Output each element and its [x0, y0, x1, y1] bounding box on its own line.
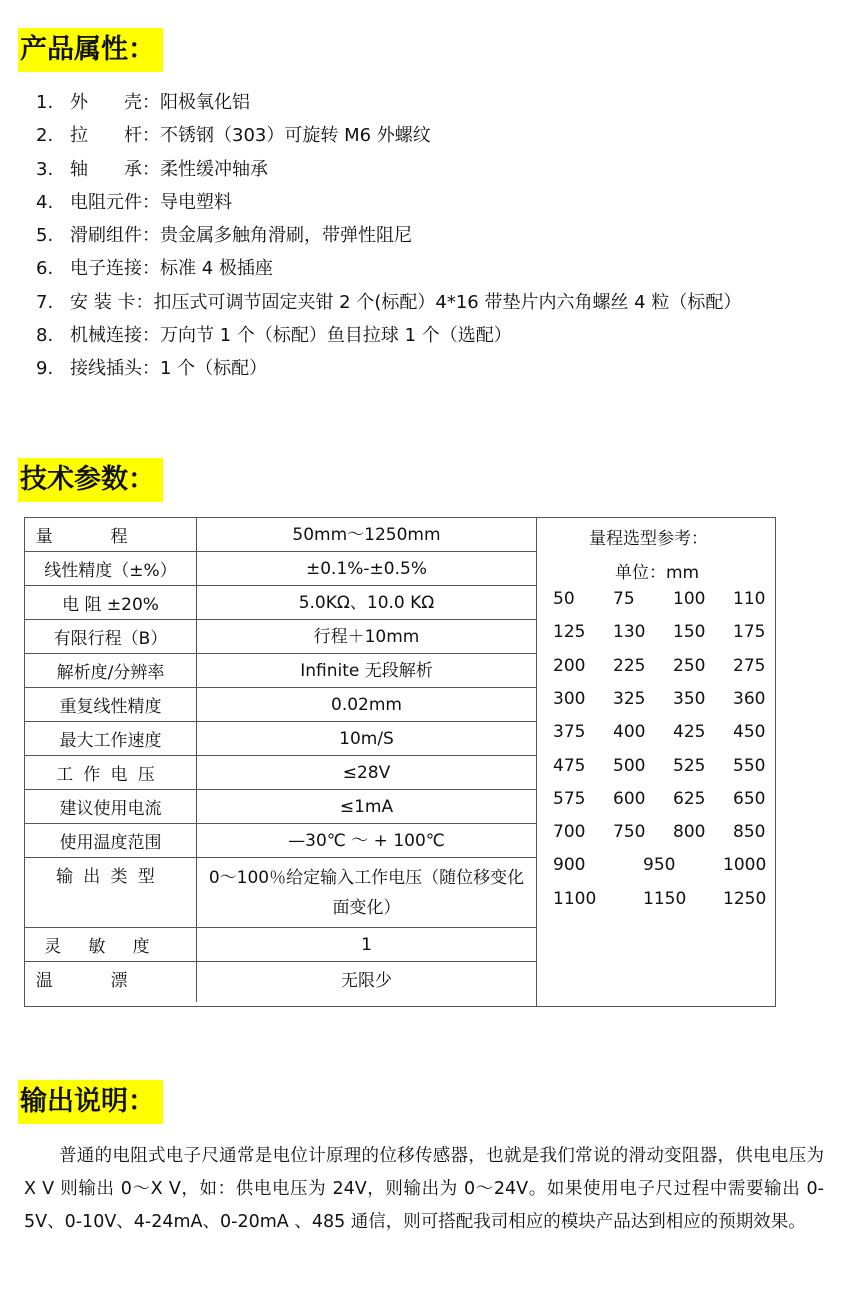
range-row — [553, 855, 771, 885]
range-value: 250 — [673, 655, 706, 676]
spec-label: 解析度/分辨率 — [25, 654, 197, 687]
range-value: 1150 — [643, 888, 687, 909]
range-value: 575 — [553, 788, 586, 809]
item-value: 标准 4 极插座 — [160, 258, 273, 280]
item-value: 导电塑料 — [160, 191, 232, 213]
range-value: 1250 — [723, 888, 767, 909]
range-value: 50 — [553, 589, 575, 609]
range-value: 950 — [643, 855, 676, 876]
range-value: 850 — [733, 822, 766, 843]
spec-value: 50mm～1250mm — [292, 524, 441, 545]
spec-label: 最大工作速度 — [25, 722, 197, 755]
item-label: 轴 承： — [70, 158, 160, 180]
list-item — [36, 186, 741, 219]
item-value: 扣压式可调节固定夹钳 2 个(标配）4*16 带垫片内六角螺丝 4 粒（标配） — [153, 291, 742, 313]
spec-label: 有限行程（B） — [25, 620, 197, 653]
spec-label: 输出类型 — [25, 858, 197, 927]
spec-value: ≤1mA — [339, 796, 394, 817]
output-description — [24, 1140, 824, 1239]
range-value: 800 — [673, 822, 706, 843]
spec-label: 灵敏度 — [25, 928, 197, 961]
range-value: 525 — [673, 755, 706, 776]
table-row — [25, 824, 536, 858]
range-value: 600 — [613, 788, 646, 809]
item-label: 外 壳： — [70, 92, 160, 113]
range-value: 75 — [613, 589, 635, 609]
range-value: 110 — [733, 589, 766, 609]
range-row — [553, 622, 771, 652]
list-item — [36, 119, 741, 152]
range-row — [553, 789, 771, 819]
spec-label: 重复线性精度 — [25, 688, 197, 721]
spec-grid — [25, 518, 536, 1002]
section-heading-tech: 技术参数： — [18, 458, 163, 502]
range-value: 700 — [553, 822, 586, 843]
range-value: 325 — [613, 688, 646, 709]
list-item — [36, 153, 741, 186]
item-label: 电子连接： — [70, 258, 160, 280]
range-value: 550 — [733, 755, 766, 776]
item-number: 3. — [36, 158, 54, 180]
range-value: 175 — [733, 622, 766, 643]
table-row — [25, 790, 536, 824]
spec-value: Infinite 无段解析 — [300, 660, 433, 681]
item-number: 2. — [36, 125, 54, 147]
table-row — [25, 858, 536, 928]
range-reference — [536, 518, 775, 1006]
range-value: 450 — [733, 722, 766, 743]
property-list — [36, 86, 741, 386]
range-value: 650 — [733, 788, 766, 809]
spec-value: —30℃ ～ + 100℃ — [288, 830, 445, 851]
spec-value: 5.0KΩ、10.0 KΩ — [298, 592, 435, 613]
list-item — [36, 352, 741, 385]
spec-value: 1 — [361, 934, 372, 955]
range-row — [553, 656, 771, 686]
item-label: 机械连接： — [70, 325, 160, 347]
range-row — [553, 722, 771, 752]
table-row — [25, 688, 536, 722]
table-row — [25, 962, 536, 1002]
range-value: 475 — [553, 755, 586, 776]
item-value: 不锈钢（303）可旋转 M6 外螺纹 — [160, 125, 431, 147]
range-value: 900 — [553, 855, 586, 876]
section-heading-properties: 产品属性： — [18, 28, 163, 72]
range-value: 360 — [733, 688, 766, 709]
spec-value: 0～100％给定输入工作电压（随位移变化面变化） — [208, 867, 525, 918]
range-value: 275 — [733, 655, 766, 676]
spec-value: ≤28V — [342, 762, 391, 783]
table-row — [25, 722, 536, 756]
item-value: 贵金属多触角滑刷，带弹性阻尼 — [160, 225, 412, 247]
item-number: 6. — [36, 258, 54, 280]
spec-label: 量程 — [25, 518, 197, 551]
item-value: 1 个（标配） — [160, 358, 268, 380]
section-heading-output: 输出说明： — [18, 1080, 163, 1124]
item-label: 拉 杆： — [70, 125, 160, 147]
range-value: 400 — [613, 722, 646, 743]
range-row — [553, 756, 771, 786]
range-value: 225 — [613, 655, 646, 676]
range-row — [553, 889, 771, 919]
item-label: 安 装 卡： — [70, 291, 154, 313]
spec-value: ±0.1%-±0.5% — [305, 558, 427, 579]
spec-value: 10m/S — [339, 728, 394, 749]
spec-value: 0.02mm — [331, 694, 402, 715]
range-value: 130 — [613, 622, 646, 643]
range-value: 100 — [673, 589, 706, 609]
item-value: 阳极氧化铝 — [160, 92, 250, 113]
list-item — [36, 319, 741, 352]
item-number: 1. — [36, 92, 54, 113]
spec-label: 线性精度（±%） — [25, 552, 197, 585]
item-number: 4. — [36, 191, 54, 213]
spec-value: 行程＋10mm — [313, 626, 420, 647]
range-row — [553, 589, 771, 619]
range-value: 150 — [673, 622, 706, 643]
range-value: 350 — [673, 688, 706, 709]
table-row — [25, 620, 536, 654]
table-row — [25, 928, 536, 962]
range-row — [553, 822, 771, 852]
range-value: 375 — [553, 722, 586, 743]
range-value: 425 — [673, 722, 706, 743]
table-row — [25, 654, 536, 688]
table-row — [25, 518, 536, 552]
item-label: 电阻元件： — [70, 191, 160, 213]
spec-label: 电 阻 ±20% — [25, 586, 197, 619]
spec-label: 使用温度范围 — [25, 824, 197, 857]
range-row — [553, 689, 771, 719]
item-label: 滑刷组件： — [70, 225, 160, 247]
table-row — [25, 552, 536, 586]
item-label: 接线插头： — [70, 358, 160, 380]
range-title: 量程选型参考： — [589, 529, 708, 549]
spec-value: 无限少 — [341, 971, 392, 991]
list-item — [36, 219, 741, 252]
item-number: 5. — [36, 225, 54, 247]
spec-table — [24, 517, 776, 1007]
range-value: 625 — [673, 788, 706, 809]
list-item — [36, 252, 741, 285]
list-item — [36, 286, 741, 319]
list-item — [36, 86, 741, 119]
item-value: 柔性缓冲轴承 — [160, 158, 268, 180]
item-value: 万向节 1 个（标配）鱼目拉球 1 个（选配） — [160, 325, 512, 347]
table-row — [25, 586, 536, 620]
spec-label: 建议使用电流 — [25, 790, 197, 823]
item-number: 7. — [36, 291, 54, 313]
range-value: 200 — [553, 655, 586, 676]
range-value: 1000 — [723, 855, 767, 876]
spec-label: 工作电压 — [25, 756, 197, 789]
output-paragraph: 普通的电阻式电子尺通常是电位计原理的位移传感器，也就是我们常说的滑动变阻器，供电电压为 X V 则输出 0～X V，如：供电电压为 24V，则输出为 0～24V。如果使用电子尺过程中需要输出 0-5V、0-10V、4-24mA、0-20mA 、485 通信，则可搭配我司相应的模块产品达到相应的预期效果。 — [24, 1146, 824, 1232]
range-unit: 单位：mm — [615, 563, 700, 583]
range-value: 125 — [553, 622, 586, 643]
range-value: 750 — [613, 822, 646, 843]
item-number: 9. — [36, 358, 54, 380]
range-value: 300 — [553, 688, 586, 709]
range-value: 500 — [613, 755, 646, 776]
item-number: 8. — [36, 325, 54, 347]
range-value: 1100 — [553, 888, 597, 909]
spec-label: 温漂 — [25, 962, 197, 1002]
table-row — [25, 756, 536, 790]
